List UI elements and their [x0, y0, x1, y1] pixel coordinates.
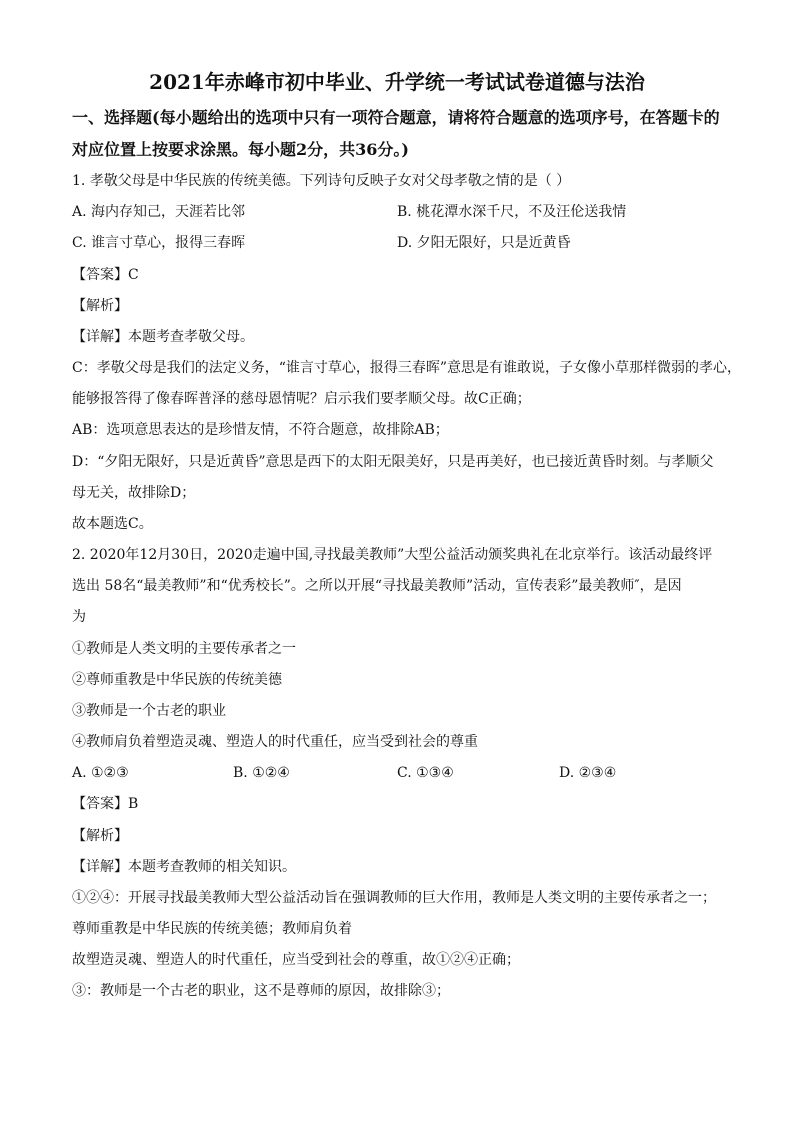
question-1-detail: 【详解】本题考查孝敬父母。	[72, 329, 254, 345]
question-2-stem-line: 选出 58名“最美教师”和“优秀校长”。之所以开展“寻找最美教师”活动，宣传表彩”最美教师″，是因	[72, 578, 682, 594]
question-2-stem-line: 2. 2020年12月30日，2020走遍中国,寻找最美教师”大型公益活动颁奖典礼在北京举行。该活动最终评	[72, 547, 713, 563]
question-2-option-d: D. ②③④	[559, 765, 617, 781]
question-2-option-c: C. ①③④	[397, 765, 454, 781]
question-1-analysis-label: 【解析】	[72, 298, 128, 314]
question-1-option-d: D. 夕阳无限好，只是近黄昏	[397, 235, 571, 251]
question-1-option-c: C. 谁言寸草心，报得三春晖	[72, 235, 246, 251]
page-title: 2021年赤峰市初中毕业、升学统一考试试卷道德与法治	[149, 70, 645, 94]
question-1-explain-line: C：孝敬父母是我们的法定义务，“谁言寸草心，报得三春晖”意思是有谁敢说，子女像小草那样微弱的孝心，	[72, 360, 742, 376]
question-2-statement-3: ③教师是一个古老的职业	[72, 703, 226, 719]
question-2-statement-2: ②尊师重教是中华民族的传统美德	[72, 672, 282, 688]
question-1-explain-line: 母无关，故排除D；	[72, 485, 196, 501]
question-2-explain-line: 尊师重教是中华民族的传统美德；教师肩负着	[72, 921, 352, 937]
question-1-explain-line: 故本题选C。	[72, 516, 153, 532]
question-2-explain-line: 故塑造灵魂、塑造人的时代重任，应当受到社会的尊重，故①②④正确；	[72, 952, 520, 968]
question-2-stem-line: 为	[72, 609, 86, 625]
question-2-answer: 【答案】B	[72, 796, 139, 812]
question-2-option-b: B. ①②④	[233, 765, 290, 781]
section-heading-line-1: 一、选择题(每小题给出的选项中只有一项符合题意，请将符合题意的选项序号，在答题卡的	[72, 108, 720, 127]
section-heading-line-2: 对应位置上按要求涂黑。每小题2分，共36分。)	[72, 140, 409, 159]
question-2-analysis-label: 【解析】	[72, 828, 128, 844]
question-2-detail: 【详解】本题考查教师的相关知识。	[72, 859, 296, 875]
question-1-option-b: B. 桃花潭水深千尺，不及汪伦送我情	[397, 204, 627, 220]
question-1-answer: 【答案】C	[72, 267, 139, 283]
question-2-explain-line: ①②④：开展寻找最美教师大型公益活动旨在强调教师的巨大作用，教师是人类文明的主要传承者之一；	[72, 890, 716, 906]
question-2-explain-line: ③：教师是一个古老的职业，这不是尊师的原因，故排除③；	[72, 983, 450, 999]
question-1-explain-line: AB：选项意思表达的是珍惜友情，不符合题意，故排除AB；	[72, 422, 449, 438]
question-2-statement-4: ④教师肩负着塑造灵魂、塑造人的时代重任，应当受到社会的尊重	[72, 734, 478, 750]
question-1-explain-line: 能够报答得了像春晖普泽的慈母恩情呢？启示我们要孝顺父母。故C正确；	[72, 391, 531, 407]
question-1-stem: 1. 孝敬父母是中华民族的传统美德。下列诗句反映子女对父母孝敬之情的是（ ）	[72, 173, 571, 189]
question-2-option-a: A. ①②③	[72, 765, 129, 781]
question-2-statement-1: ①教师是人类文明的主要传承者之一	[72, 641, 296, 657]
question-1-option-a: A. 海内存知己，天涯若比邻	[72, 204, 246, 220]
question-1-explain-line: D：“夕阳无限好，只是近黄昏”意思是西下的太阳无限美好，只是再美好，也已接近黄昏时刻。与孝顺父	[72, 454, 714, 470]
